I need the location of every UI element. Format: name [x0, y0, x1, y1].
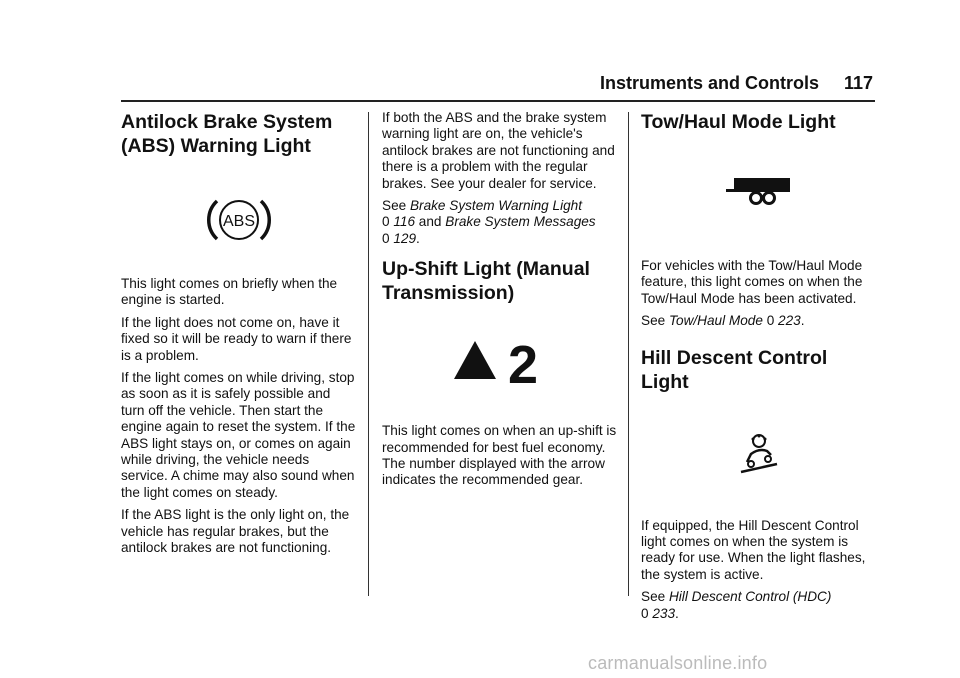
hdc-heading: Hill Descent Control Light — [641, 346, 828, 393]
abs-paragraph-3: If the light comes on while driving, stop as soon as it is safely possible and turn off the vehicle. Then start the engine again to reset the system. If the ABS light stays on, or comes on again while driving, the vehicle needs service. A chime may also sound when the light comes on steady. — [121, 370, 356, 500]
brake-warning-link[interactable]: Brake System Warning Light — [409, 198, 582, 214]
watermark-footer: carmanualsonline.info — [588, 653, 768, 673]
and-label: and — [418, 214, 442, 230]
towhaul-heading: Tow/Haul Mode Light — [641, 111, 836, 133]
towhaul-link[interactable]: Tow/Haul Mode — [668, 313, 763, 329]
see-label: See — [641, 313, 666, 329]
hdc-link[interactable]: Hill Descent Control (HDC) — [668, 589, 832, 605]
upshift-arrow-icon — [450, 335, 550, 391]
abs-icon-text: ABS — [222, 213, 255, 230]
page-header — [121, 70, 875, 102]
brake-warning-page-link[interactable]: 116 — [393, 214, 416, 230]
brake-messages-page-link[interactable]: 129 — [393, 230, 417, 246]
trailer-icon — [726, 172, 792, 212]
upshift-heading: Up-Shift Light (Manual Transmission) — [382, 258, 590, 305]
abs-paragraph-2: If the light does not come on, have it fixed so it will be ready to warn if there is a problem. — [121, 314, 352, 363]
page-ref-icon: 0 — [766, 313, 775, 329]
page-number: 117 — [843, 73, 873, 93]
towhaul-paragraph: For vehicles with the Tow/Haul Mode feature, this light comes on when the Tow/Haul Mode has been activated. — [641, 258, 863, 306]
abs-warning-icon — [206, 195, 272, 245]
abs-paragraph-4: If the ABS light is the only light on, the vehicle has regular brakes, but the antilock brakes are not functioning. — [121, 507, 350, 556]
abs-heading: Antilock Brake System (ABS) Warning Light — [121, 111, 333, 157]
page-ref-icon: 0 — [641, 605, 649, 621]
column-towhaul-hdc — [641, 110, 876, 628]
page-ref-icon: 0 — [382, 230, 390, 246]
brake-see-also: See Brake System Warning Light 0 116 and Brake System Messages 0 129. — [382, 198, 596, 246]
column-divider-1 — [368, 112, 369, 596]
upshift-paragraph: This light comes on when an up-shift is recommended for best fuel economy. The number displayed with the arrow indicates the recommended gear. — [382, 423, 617, 488]
abs-paragraph-1: This light comes on briefly when the engine is started. — [121, 276, 338, 308]
column-upshift — [382, 110, 617, 495]
column-divider-2 — [628, 112, 629, 596]
see-label: See — [641, 589, 666, 605]
hdc-icon-wrap — [641, 406, 876, 500]
upshift-gear-number: 2 — [507, 335, 538, 392]
brake-messages-link[interactable]: Brake System Messages — [445, 214, 596, 230]
column-abs — [121, 110, 356, 563]
hdc-paragraph: If equipped, the Hill Descent Control light comes on when the system is ready for use. When the light flashes, the system is active. — [641, 517, 866, 582]
towhaul-icon-wrap — [641, 144, 876, 240]
hdc-page-link[interactable]: 233 — [652, 605, 676, 621]
abs-brake-paragraph: If both the ABS and the brake system warning light are on, the vehicle's antilock brakes are not functioning and there is a problem with the regular brakes. See your dealer for service. — [382, 110, 615, 191]
upshift-icon-wrap — [382, 313, 617, 413]
page-ref-icon: 0 — [382, 214, 390, 230]
section-title: Instruments and Controls — [599, 73, 819, 93]
see-label: See — [382, 198, 407, 214]
hill-descent-icon — [737, 430, 781, 476]
towhaul-see-also: See Tow/Haul Mode 0 223. — [641, 313, 805, 329]
abs-warning-icon-wrap — [121, 176, 356, 264]
hdc-see-also: See Hill Descent Control (HDC) 0 233. — [641, 589, 832, 621]
towhaul-page-link[interactable]: 223 — [778, 313, 801, 329]
